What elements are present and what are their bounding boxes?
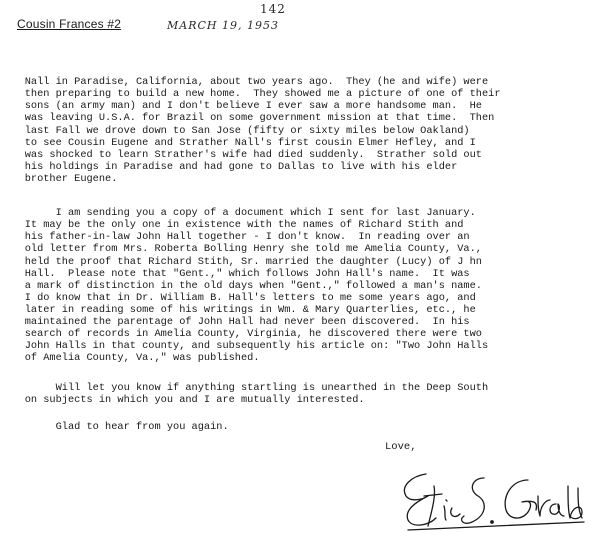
text-line: his father-in-law John Hall together - I don't know. In reading over an: [0, 231, 470, 244]
handwritten-date: MARCH 19, 1953: [167, 19, 279, 32]
text-line: of Amelia County, Va.," was published.: [0, 352, 260, 365]
text-line: search of records in Amelia County, Virginia, he discovered there were two: [0, 328, 482, 341]
page-number: 142: [260, 2, 286, 16]
text-line: sons (an army man) and I don't believe I ever saw a more handsome man. He: [0, 100, 482, 113]
text-line: later in reading some of his writings in Wm. & Mary Quarterlies, etc., he: [0, 303, 476, 316]
text-line: to see Cousin Eugene and Strather Nall's first cousin Elmer Hefley, and I: [0, 136, 476, 149]
text-line: on subjects in which you and I are mutually interested.: [0, 394, 365, 407]
text-line: was leaving U.S.A. for Brazil on some government mission at that time. Then: [0, 112, 495, 125]
text-line: held the proof that Richard Stith, Sr. married the daughter (Lucy) of J hn: [0, 255, 482, 268]
paragraph-4: [0, 397, 596, 445]
handwritten-signature: [388, 466, 588, 546]
text-line: I do know that in Dr. William B. Hall's letters to me some years ago, and: [0, 291, 476, 304]
text-line: maintained the parentage of John Hall had never been discovered. In his: [0, 316, 470, 329]
text-line: then preparing to build a new home. They showed me a picture of one of their: [0, 88, 501, 101]
text-line: Glad to hear from you again.: [0, 421, 229, 434]
paragraph-2: [0, 183, 596, 377]
text-line: last Fall we drove down to San Jose (fifty or sixty miles below Oakland): [0, 124, 470, 137]
text-line: a mark of distinction in the old days when "Gent.," followed a man's name.: [0, 279, 482, 292]
text-line: was shocked to learn Strather's wife had died suddenly. Strather sold out: [0, 148, 482, 161]
text-line: John Halls in that county, and subsequently his article on: "Two John Halls: [0, 340, 489, 353]
text-line: Nall in Paradise, California, about two years ago. They (he and wife) were: [0, 76, 489, 89]
text-line: his holdings in Paradise and had gone to Dallas to live with his elder: [0, 160, 458, 173]
text-line: Hall. Please note that "Gent.," which follows John Hall's name. It was: [0, 267, 470, 280]
paragraph-1: [0, 52, 596, 197]
closing-salutation: Love,: [385, 441, 417, 453]
text-line: Will let you know if anything startling is unearthed in the Deep South: [0, 382, 489, 395]
text-line: I am sending you a copy of a document which I sent for last January.: [0, 207, 476, 220]
text-line: It may be the only one in existence with the names of Richard Stith and: [0, 219, 464, 232]
letter-heading: Cousin Frances #2: [17, 17, 122, 31]
text-line: old letter from Mrs. Roberta Bolling Henry she told me Amelia County, Va.,: [0, 243, 482, 256]
text-line: brother Eugene.: [0, 172, 118, 185]
